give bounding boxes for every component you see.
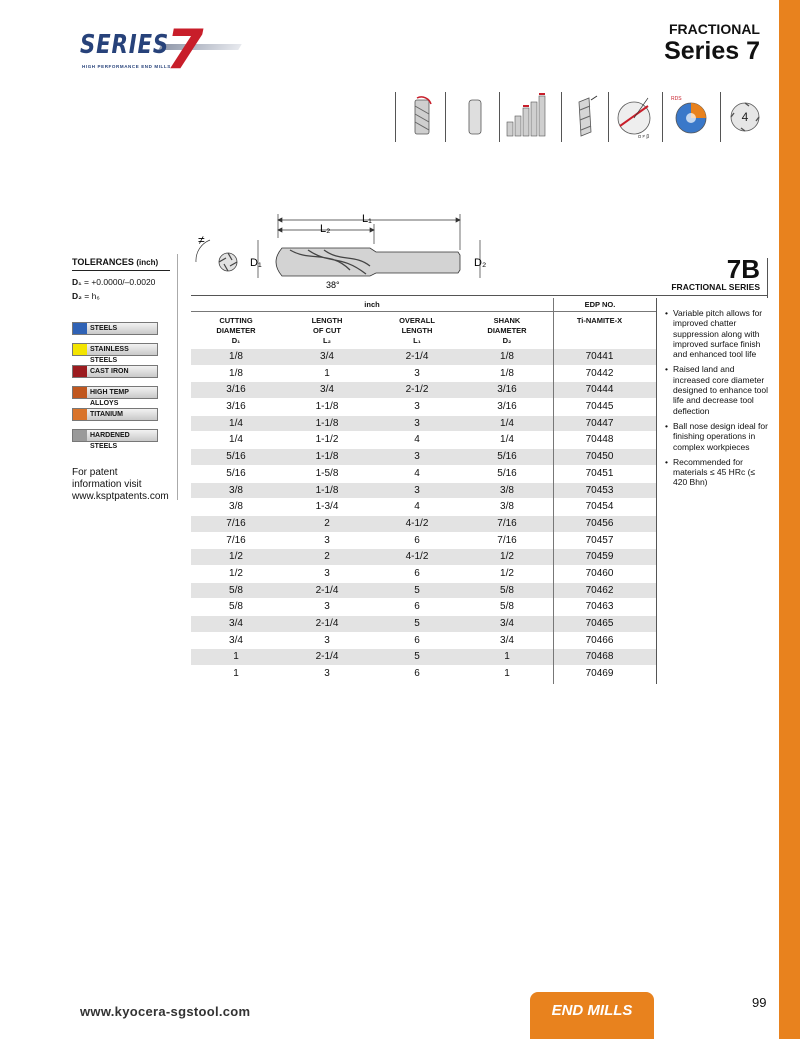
- column-header-line: Ti-NAMITE-X: [576, 316, 623, 325]
- column-header-line: DIAMETER: [216, 326, 256, 335]
- table-cell: 4: [414, 467, 420, 479]
- tolerance-d2-value: h₆: [91, 291, 100, 301]
- table-cell: 2: [324, 517, 330, 529]
- column-header-line: OF CUT: [313, 326, 341, 335]
- table-cell: 1/8: [229, 351, 243, 362]
- table-cell: 2-1/4: [315, 651, 339, 663]
- table-row: [191, 432, 656, 449]
- table-row: [191, 416, 656, 433]
- column-header-line: SHANK: [493, 316, 521, 325]
- table-cell: 70469: [585, 668, 614, 680]
- table-cell: 1: [504, 668, 510, 680]
- page-number: 99: [752, 995, 767, 1010]
- table-cell: 5: [414, 651, 420, 663]
- table-cell: 70460: [585, 567, 614, 579]
- table-cell: 1-1/2: [315, 434, 339, 446]
- table-cell: 3: [324, 634, 330, 646]
- feature-item: • Variable pitch allows for improved chatter suppression along with improved surface finish and enhanced tool life: [665, 308, 770, 359]
- table-cell: 5/8: [500, 601, 514, 613]
- table-cell: 1: [233, 651, 239, 663]
- code-divider: [767, 258, 768, 298]
- column-header-line: L₁: [413, 336, 421, 345]
- table-row: [191, 349, 656, 366]
- ball-nose-label: RDS: [671, 96, 682, 102]
- series-7-logo: [80, 18, 240, 81]
- table-cell: 2-1/4: [315, 618, 339, 629]
- feature-item: • Ball nose design ideal for finishing operations in complex workpieces: [665, 421, 770, 452]
- icon-divider: [395, 92, 396, 142]
- column-header: [373, 316, 461, 346]
- tolerance-d1-value: +0.0000/–0.0020: [91, 277, 156, 287]
- flutes-4-icon: [725, 92, 765, 142]
- material-chip: [72, 408, 158, 421]
- icon-divider: [445, 92, 446, 142]
- column-header-line: D₁: [231, 336, 241, 345]
- column-header-line: LENGTH: [401, 326, 433, 335]
- table-cell: 70468: [585, 651, 614, 663]
- table-cell: 3/8: [500, 484, 514, 496]
- table-cell: 6: [414, 567, 420, 579]
- table-cell: 6: [414, 634, 420, 646]
- table-cell: 3/8: [500, 501, 514, 513]
- column-header-line: CUTTING: [219, 316, 253, 325]
- table-cell: 3/16: [226, 384, 246, 396]
- table-cell: 70465: [585, 618, 614, 629]
- table-row: [191, 483, 656, 500]
- table-cell: 3/16: [226, 401, 246, 413]
- table-cell: 1: [233, 668, 239, 680]
- table-cell: 3/4: [320, 351, 334, 362]
- table-cell: 1/2: [229, 551, 243, 563]
- table-cell: 3: [324, 601, 330, 613]
- tolerances-title: TOLERANCES: [72, 257, 134, 267]
- patent-note: [72, 467, 182, 503]
- table-cell: 70441: [585, 351, 614, 362]
- tolerance-d2-label: D₂: [72, 291, 82, 301]
- feature-icon-strip: [395, 92, 770, 142]
- icon-divider: [662, 92, 663, 142]
- table-cell: 3: [414, 367, 420, 379]
- table-cell: 70456: [585, 517, 614, 529]
- table-cell: 70457: [585, 534, 614, 546]
- table-row: [191, 366, 656, 383]
- table-cell: 6: [414, 668, 420, 680]
- table-cell: 6: [414, 534, 420, 546]
- table-cell: 3/4: [320, 384, 334, 396]
- tool-drawing: [190, 210, 500, 290]
- material-swatch: [73, 387, 87, 398]
- table-cell: 70459: [585, 551, 614, 563]
- table-cell: 3: [414, 451, 420, 463]
- material-chip: [72, 429, 158, 450]
- column-header: [461, 316, 553, 346]
- material-swatch: [73, 366, 87, 377]
- material-label: CAST IRON: [90, 367, 129, 375]
- table-cell: 3: [414, 401, 420, 413]
- table-cell: 7/16: [497, 517, 517, 529]
- drawing-d2-label: D₂: [474, 257, 487, 269]
- ball-nose-icon: [667, 92, 717, 142]
- table-row: [191, 499, 656, 516]
- table-row: [191, 449, 656, 466]
- table-cell: 3/8: [229, 484, 243, 496]
- table-row: [191, 616, 656, 633]
- table-cell: 70462: [585, 584, 614, 596]
- material-swatch: [73, 409, 87, 420]
- table-cell: 5/8: [500, 584, 514, 596]
- drawing-neq-label: ≠: [198, 233, 205, 247]
- tolerance-d2: D₂ = h₆: [72, 291, 100, 301]
- table-body: [191, 349, 656, 683]
- category-heading: FRACTIONAL: [669, 21, 760, 37]
- material-swatch: [73, 430, 87, 441]
- material-chip: [72, 386, 158, 408]
- table-cell: 3: [324, 567, 330, 579]
- features-divider: [656, 298, 657, 684]
- column-header: [191, 316, 281, 346]
- table-cell: 5/16: [497, 451, 517, 463]
- table-cell: 70454: [585, 501, 614, 513]
- table-cell: 70450: [585, 451, 614, 463]
- table-cell: 3/16: [497, 401, 517, 413]
- table-cell: 70448: [585, 434, 614, 446]
- drawing-d1-label: D₁: [250, 257, 262, 269]
- table-row: [191, 666, 656, 683]
- feature-item: • Recommended for materials ≤ 45 HRc (≤ 420 Bhn): [665, 457, 770, 488]
- table-cell: 70466: [585, 634, 614, 646]
- patent-line-2: information visit: [72, 479, 142, 490]
- material-swatch: [73, 344, 87, 355]
- material-swatch: [73, 323, 87, 334]
- column-header-line: DIAMETER: [487, 326, 527, 335]
- table-cell: 5/16: [497, 467, 517, 479]
- table-cell: 4-1/2: [405, 551, 429, 563]
- footer-url[interactable]: www.kyocera-sgstool.com: [80, 1004, 251, 1019]
- material-chip: [72, 365, 158, 378]
- table-cell: 5/16: [226, 467, 246, 479]
- table-cell: 1/4: [229, 434, 243, 446]
- table-cell: 4: [414, 434, 420, 446]
- material-chip: [72, 322, 158, 335]
- table-cell: 4: [414, 501, 420, 513]
- spec-table: [191, 298, 656, 683]
- table-group-header: [191, 298, 656, 312]
- table-row: [191, 649, 656, 666]
- table-cell: 3/4: [500, 618, 514, 629]
- tolerance-d1-label: D₁: [72, 277, 82, 287]
- table-cell: 3: [324, 668, 330, 680]
- table-cell: 2-1/2: [405, 384, 429, 396]
- table-cell: 1/8: [500, 351, 514, 362]
- table-top-rule: [191, 295, 768, 296]
- table-cell: 1/4: [229, 417, 243, 429]
- table-cell: 7/16: [226, 517, 246, 529]
- left-divider: [177, 254, 178, 500]
- page-title: Series 7: [664, 37, 760, 65]
- material-label: HARDENED STEELS: [90, 432, 130, 450]
- logo-tagline: HIGH PERFORMANCE END MILLS: [82, 64, 171, 69]
- column-header: [281, 316, 373, 346]
- table-cell: 1: [324, 367, 330, 379]
- flute-count: 4: [741, 110, 749, 124]
- table-row: [191, 633, 656, 650]
- table-cell: 1-3/4: [315, 501, 339, 513]
- table-row: [191, 399, 656, 416]
- table-cell: 5: [414, 618, 420, 629]
- table-cell: 3/8: [229, 501, 243, 513]
- material-label: HIGH TEMP ALLOYS: [90, 389, 129, 408]
- icon-divider: [499, 92, 500, 142]
- orange-side-bar: [779, 0, 800, 1039]
- table-cell: 2-1/4: [405, 351, 429, 362]
- icon-divider: [608, 92, 609, 142]
- table-cell: 1/8: [500, 367, 514, 379]
- table-cell: 7/16: [226, 534, 246, 546]
- table-cell: 1-1/8: [315, 451, 339, 463]
- material-label: TITANIUM: [90, 410, 123, 418]
- table-cell: 5/8: [229, 601, 243, 613]
- table-cell: 5/8: [229, 584, 243, 596]
- table-cell: 3/16: [497, 384, 517, 396]
- feature-list: [665, 308, 770, 493]
- table-cell: 70447: [585, 417, 614, 429]
- feature-item: • Raised land and increased core diameter designed to enhance tool life and decrease tool deflection: [665, 364, 770, 415]
- material-label: STAINLESS STEELS: [90, 346, 129, 365]
- helix-icon: [403, 92, 441, 142]
- patent-line-1: For patent: [72, 467, 118, 478]
- logo-word: SERIES: [80, 30, 170, 60]
- table-cell: 70453: [585, 484, 614, 496]
- angle-icon: [610, 92, 658, 142]
- drawing-angle-label: 38°: [326, 280, 340, 290]
- table-cell: 1/8: [229, 367, 243, 379]
- table-row: [191, 466, 656, 483]
- table-cell: 70463: [585, 601, 614, 613]
- material-chip: [72, 343, 158, 365]
- table-cell: 2: [324, 551, 330, 563]
- icon-divider: [720, 92, 721, 142]
- table-cell: 1/2: [500, 551, 514, 563]
- table-cell: 1-1/8: [315, 401, 339, 413]
- product-series-label: FRACTIONAL SERIES: [671, 282, 760, 292]
- table-cell: 1-1/8: [315, 417, 339, 429]
- table-cell: 2-1/4: [315, 584, 339, 596]
- column-header-line: OVERALL: [399, 316, 435, 325]
- table-cell: 1/2: [500, 567, 514, 579]
- tolerances-rule: [72, 270, 170, 271]
- table-cell: 3/4: [229, 618, 243, 629]
- table-cell: 1/4: [500, 417, 514, 429]
- drawing-l1-label: L₁: [362, 213, 372, 225]
- column-header-line: D₂: [502, 336, 512, 345]
- drill-icon: [565, 92, 605, 142]
- table-cell: 6: [414, 601, 420, 613]
- table-cell: 3/4: [500, 634, 514, 646]
- table-cell: 70451: [585, 467, 614, 479]
- angle-label: α ≠ β: [638, 134, 650, 140]
- column-header: [553, 316, 646, 326]
- table-cell: 3: [324, 534, 330, 546]
- table-cell: 5/16: [226, 451, 246, 463]
- table-cell: 70444: [585, 384, 614, 396]
- product-code: 7B: [726, 254, 760, 284]
- table-cell: 3/4: [229, 634, 243, 646]
- column-header-line: LENGTH: [311, 316, 343, 325]
- table-cell: 1/2: [229, 567, 243, 579]
- section-tab: [530, 992, 654, 1039]
- tolerance-d1: D₁ = +0.0000/–0.0020: [72, 277, 156, 287]
- table-header: [191, 312, 656, 349]
- tolerances-unit: (inch): [136, 258, 159, 267]
- table-cell: 1: [504, 651, 510, 663]
- table-cell: 3: [414, 417, 420, 429]
- shank-icon: [455, 92, 495, 142]
- drawing-l2-label: L₂: [320, 223, 331, 235]
- patent-link[interactable]: www.ksptpatents.com: [72, 491, 169, 502]
- group-edp: EDP NO.: [553, 298, 646, 311]
- table-cell: 3: [414, 484, 420, 496]
- edp-divider: [553, 298, 554, 684]
- table-row: [191, 566, 656, 583]
- section-tab-label: END MILLS: [551, 1002, 633, 1019]
- column-header-line: L₂: [323, 336, 331, 345]
- table-row: [191, 533, 656, 550]
- table-row: [191, 549, 656, 566]
- material-label: STEELS: [90, 325, 118, 332]
- logo-numeral: 7: [166, 18, 204, 81]
- table-row: [191, 382, 656, 399]
- table-row: [191, 583, 656, 600]
- table-cell: 7/16: [497, 534, 517, 546]
- length-bars-icon: [503, 92, 557, 142]
- icon-divider: [561, 92, 562, 142]
- table-cell: 5: [414, 584, 420, 596]
- group-inch: inch: [364, 300, 380, 309]
- table-cell: 1-1/8: [315, 484, 339, 496]
- table-cell: 70442: [585, 367, 614, 379]
- table-row: [191, 516, 656, 533]
- table-row: [191, 599, 656, 616]
- tolerances-heading: [72, 257, 158, 267]
- table-cell: 1/4: [500, 434, 514, 446]
- table-cell: 1-5/8: [315, 467, 339, 479]
- table-cell: 70445: [585, 401, 614, 413]
- table-cell: 4-1/2: [405, 517, 429, 529]
